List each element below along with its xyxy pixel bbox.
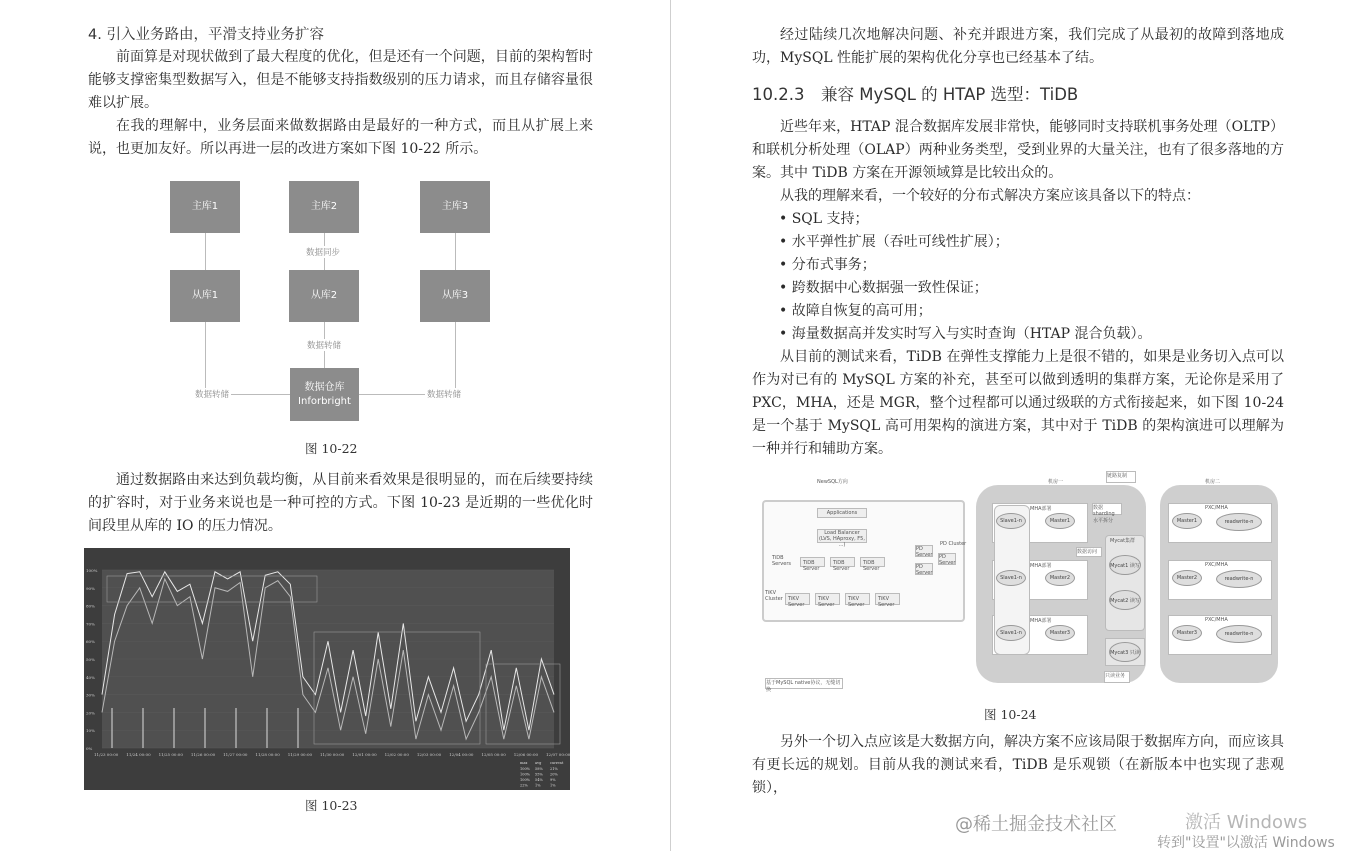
stats-header: max [520,761,528,765]
pd-label: PD Cluster [940,541,967,547]
sharding-note: 数据sharding 水平拆分 [1092,503,1122,515]
section-heading: 10.2.3 兼容 MySQL 的 HTAP 选型：TiDB [752,85,1079,104]
paragraph: 通过数据路由来达到负载均衡，从目前来看效果是很明显的，而在后续要持续的扩容时，对于业务来说也是一种可控的方式。下图 10-23 是近期的一些优化时间段里从库的 IO 的压力情况。 [88,472,593,534]
load-balancer-box: Load Balancer (LVS, HAproxy, F5, ...) [817,529,867,543]
x-tick-label: 11/28 00:00 [255,752,280,757]
mha-label: MHA部署 [1030,563,1052,569]
x-tick-label: 12/02 00:00 [384,752,409,757]
io-chart-svg [84,548,570,790]
room1-label: 机房一 [1048,479,1064,485]
stats-cell: 100% [520,772,531,777]
readwrite-node: readwrite-n [1216,625,1262,643]
figure-caption: 图 10-23 [305,798,358,813]
slave-box: 从库1 [170,270,240,322]
list-item: • 海量数据高并发实时写入与实时查询（HTAP 混合负载）。 [779,323,1284,346]
x-tick-label: 12/03 00:00 [416,752,442,757]
x-tick-label: 12/06 00:00 [513,752,539,757]
mha-label: MHA部署 [1030,618,1052,624]
tikv-server: TiKV Server [815,593,840,605]
activate-windows-hint: 转到"设置"以激活 Windows [1157,835,1335,851]
x-tick-label: 11/25 00:00 [158,752,183,757]
left-column [88,24,593,818]
pxc-label: PXC/MHA [1205,505,1228,511]
x-tick-label: 12/04 00:00 [449,752,474,757]
master-box: 主库1 [170,181,240,233]
x-tick-label: 12/07 00:00 [546,752,570,757]
mycat-node: Mycat3 只读 [1109,642,1141,662]
pd-server: PD Server [939,554,956,566]
paragraph: 从我的理解来看，一个较好的分布式解决方案应该具备以下的特点： [780,188,1200,204]
io-chart [84,548,570,790]
figure-10-24-diagram [760,475,1300,700]
y-tick-label: 80% [86,603,95,609]
tikv-server: TiKV Server [845,593,870,605]
left-page [0,0,670,851]
sync-label: 数据同步 [306,248,341,258]
pxc-label: PXC/MHA [1205,617,1228,623]
slave-node: Slave1-n [996,625,1026,641]
pxc-label: PXC/MHA [1205,562,1228,568]
x-tick-label: 11/29 00:00 [287,752,313,757]
arrow [205,233,206,270]
figure-10-23 [88,538,593,818]
right-page [671,0,1345,851]
master-box: 主库2 [289,181,359,233]
master-node: Master2 [1045,570,1075,586]
slave-node: Slave1-n [996,570,1026,586]
connector [205,322,206,395]
x-tick-label: 11/26 00:00 [190,752,216,757]
feature-list [752,208,1284,346]
master-node: Master3 [1172,625,1202,641]
stats-cell: 55% [535,772,543,777]
list-item: • 跨数据中心数据强一致性保证； [779,277,1284,300]
repl-note: 链路复制 [1106,471,1136,483]
x-tick-label: 11/30 00:00 [320,752,345,757]
master-node: Master1 [1172,513,1202,529]
y-tick-label: 0% [86,746,93,751]
access-note: 数据访问 [1076,547,1102,557]
paragraph: 近些年来，HTAP 混合数据库发展非常快，能够同时支持联机事务处理（OLTP）和联机分析处理（OLAP）两种业务类型，受到业界的大量关注，也有了很多落地的方案。其中 TiDB 方案在开源领域算是比较出众的。 [752,119,1284,181]
stats-cell: 100% [520,778,531,782]
y-tick-label: 90% [86,585,95,591]
slave-box: 从库2 [289,270,359,322]
stats-cell: 100% [520,767,531,771]
x-tick-label: 11/24 00:00 [126,752,151,757]
paragraph: 前面算是对现状做到了最大程度的优化，但是还有一个问题，目前的架构暂时能够支撑密集型数据写入，但是不能够支持指数级别的压力请求，而且存储容量很难以扩展。 [88,49,593,111]
stats-cell: 20% [550,772,558,777]
tikv-server: TiKV Server [785,593,810,605]
stats-cell: 58% [535,767,543,771]
stats-cell: 54% [535,778,543,782]
stats-cell: 9% [550,778,556,782]
activate-windows-title: 激活 Windows [1185,812,1308,833]
tidb-label: TiDB Servers [772,555,792,567]
y-tick-label: 100% [86,568,98,573]
x-tick-label: 12/05 00:00 [481,752,506,757]
y-tick-label: 40% [86,674,95,680]
bottom-note: 基于MySQL native协议，无缝切换 [765,678,843,689]
pd-server: PD Server [916,546,933,558]
stats-cell: 1% [550,783,556,788]
mycat-node: Mycat2 读写 [1109,590,1141,610]
dump-label: 数据转储 [307,341,342,351]
stats-cell: 21% [550,767,558,771]
figure-10-24 [752,461,1284,731]
y-tick-label: 50% [86,657,95,662]
list-item: • SQL 支持； [779,208,1284,231]
y-tick-label: 60% [86,639,95,645]
stats-header: current [550,761,564,765]
tidb-server: TiDB Server [860,557,885,567]
warehouse-box [290,368,359,421]
x-tick-label: 12/01 00:00 [352,752,377,757]
dump-label: 数据转储 [195,390,230,400]
readwrite-node: readwrite-n [1216,570,1262,588]
master-box: 主库3 [420,181,490,233]
readwrite-node: readwrite-n [1216,513,1262,531]
mha-label: MHA部署 [1030,506,1052,512]
figure-caption: 图 10-22 [305,441,358,456]
master-node: Master1 [1045,513,1075,529]
slave-node: Slave1-n [996,513,1026,529]
x-tick-label: 11/23 00:00 [94,752,119,757]
slave-box: 从库3 [420,270,490,322]
stats-header: avg [535,761,542,765]
paragraph: 经过陆续几次地解决问题、补充并跟进方案，我们完成了从最初的故障到落地成功，MySQL 性能扩展的架构优化分享也已经基本了结。 [752,27,1284,66]
stats-cell: 1% [535,783,541,788]
master-node: Master3 [1045,625,1075,641]
paragraph: 从目前的测试来看，TiDB 在弹性支撑能力上是很不错的，如果是业务切入点可以作为对已有的 MySQL 方案的补充，甚至可以做到透明的集群方案，无论你是采用了 PXC，MHA，还是 MGR，整个过程都可以通过级联的方式衔接起来，如下图 10-24 是一个基于 MySQL 高可用架构的演进方案，其中对于 TiDB 的架构演进可以理解为一种并行和辅助方案。 [752,349,1284,457]
stats-cell: 22% [520,783,528,788]
y-tick-label: 10% [86,728,95,734]
y-tick-label: 70% [86,621,95,627]
dump-label: 数据转储 [427,390,462,400]
room2-label: 机房二 [1205,479,1221,485]
figure-10-22 [88,161,593,461]
tidb-title: NewSQL方向 [817,479,848,485]
list-item: • 水平弹性扩展（吞吐可线性扩展）； [779,231,1284,254]
y-tick-label: 20% [86,710,95,716]
connector [455,322,456,395]
list-item: • 故障自恢复的高可用； [779,300,1284,323]
warehouse-sub: Inforbright [298,395,351,407]
mycat-node: Mycat1 读写 [1109,555,1141,575]
arrow [455,233,456,270]
figure-caption: 图 10-24 [984,707,1037,722]
site-watermark: @稀土掘金技术社区 [955,814,1117,835]
paragraph: 在我的理解中，业务层面来做数据路由是最好的一种方式，而且从扩展上来说，也更加友好。所以再进一层的改进方案如下图 10-22 所示。 [88,118,593,157]
mycat-cluster-label: Mycat集群 [1110,538,1136,544]
list-item: • 分布式事务； [779,254,1284,277]
tidb-server: TiDB Server [800,557,825,567]
tikv-server: TiKV Server [875,593,900,605]
applications-box: Applications [817,508,867,518]
x-tick-label: 11/27 00:00 [223,752,248,757]
pd-server: PD Server [916,564,933,576]
readonly-note: 只读业务 [1104,671,1130,683]
master-node: Master2 [1172,570,1202,586]
paragraph: 另外一个切入点应该是大数据方向，解决方案不应该局限于数据库方向，而应该具有更长远的规划。目前从我的测试来看，TiDB 是乐观锁（在新版本中也实现了悲观锁）， [752,734,1284,796]
section-heading: 4. 引入业务路由，平滑支持业务扩容 [88,27,324,43]
tikv-label: TiKV Cluster [765,590,783,602]
warehouse-label: 数据仓库 [304,381,345,393]
tidb-server: TiDB Server [830,557,855,567]
right-column [752,24,1284,800]
mycat-cluster [1105,535,1145,631]
y-tick-label: 30% [86,692,95,698]
